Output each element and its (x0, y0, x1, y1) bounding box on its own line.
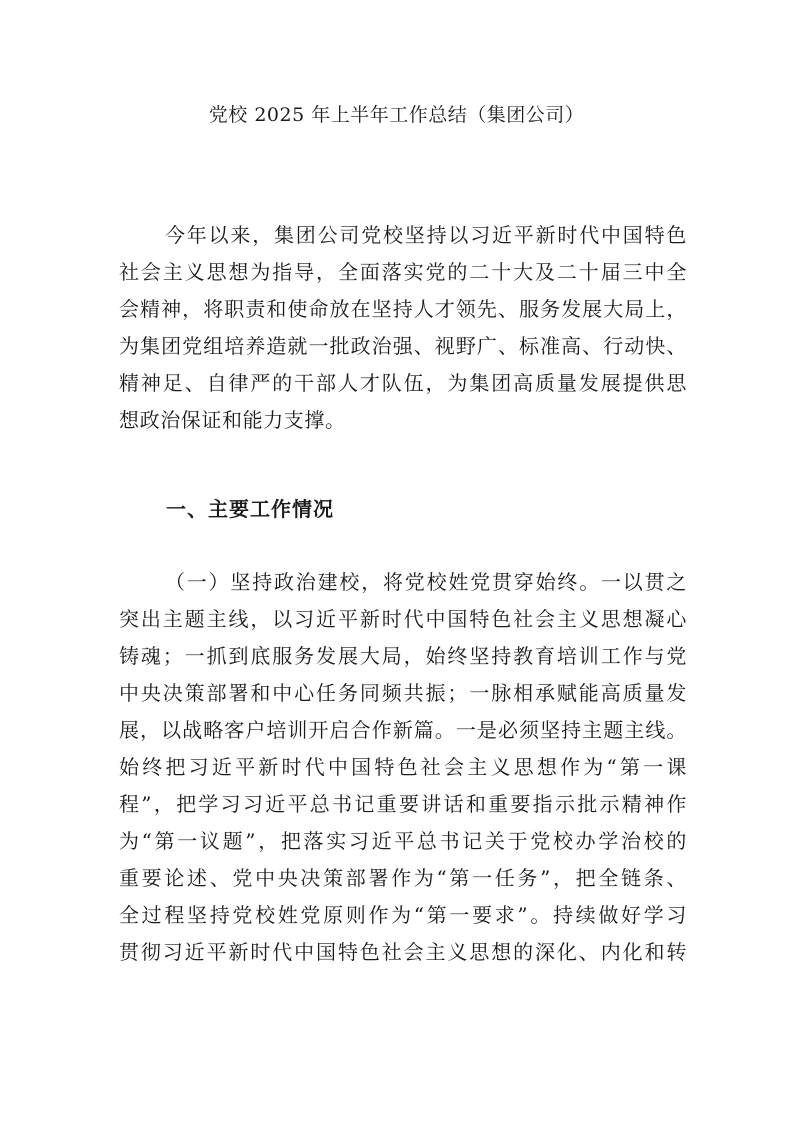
paragraph-line: 社会主义思想为指导，全面落实党的二十大及二十届三中全 (119, 260, 687, 284)
paragraph-line: 精神足、自律严的干部人才队伍，为集团高质量发展提供思 (119, 371, 687, 395)
paragraph-line: 会精神，将职责和使命放在坚持人才领先、服务发展大局上， (119, 297, 687, 321)
paragraph-line: 铸魂；一抓到底服务发展大局，始终坚持教育培训工作与党 (119, 644, 687, 668)
paragraph-line: 展，以战略客户培训开启合作新篇。一是必须坚持主题主线。 (119, 718, 687, 742)
paragraph-line: 今年以来，集团公司党校坚持以习近平新时代中国特色 (165, 223, 687, 247)
section-heading: 一、主要工作情况 (166, 497, 334, 521)
paragraph-line: 始终把习近平新时代中国特色社会主义思想作为“第一课 (119, 755, 687, 779)
paragraph-line: 重要论述、党中央决策部署作为“第一任务”，把全链条、 (119, 866, 687, 890)
paragraph-line: 为“第一议题”，把落实习近平总书记关于党校办学治校的 (119, 829, 687, 853)
paragraph-line: （一）坚持政治建校，将党校姓党贯穿始终。一以贯之 (165, 570, 687, 594)
section1-paragraph (119, 564, 687, 971)
paragraph-line: 中央决策部署和中心任务同频共振；一脉相承赋能高质量发 (119, 681, 687, 705)
document-title: 党校 2025 年上半年工作总结（集团公司） (208, 104, 585, 126)
paragraph-line: 全过程坚持党校姓党原则作为“第一要求”。持续做好学习 (119, 903, 687, 927)
paragraph-line: 想政治保证和能力支撑。 (119, 408, 346, 432)
paragraph-line: 为集团党组培养造就一批政治强、视野广、标准高、行动快、 (119, 334, 687, 358)
paragraph-line: 程”，把学习习近平总书记重要讲话和重要指示批示精神作 (119, 792, 687, 816)
paragraph-line: 突出主题主线，以习近平新时代中国特色社会主义思想凝心 (119, 607, 687, 631)
paragraph-line: 贯彻习近平新时代中国特色社会主义思想的深化、内化和转 (119, 940, 687, 964)
intro-paragraph (119, 217, 687, 439)
